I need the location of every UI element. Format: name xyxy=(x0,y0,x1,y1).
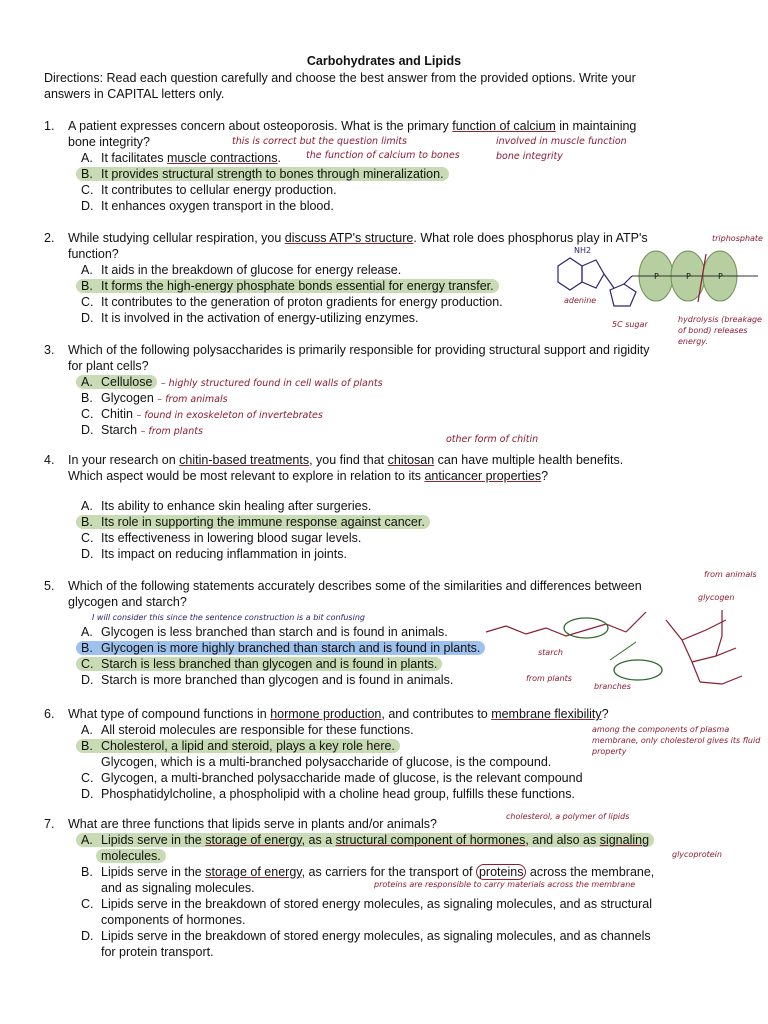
handwritten-note: from plants xyxy=(526,674,572,683)
handwritten-note: the function of calcium to bones xyxy=(306,150,460,161)
options-list xyxy=(81,374,724,438)
option-text: It is involved in the activation of energy-utilizing enzymes. xyxy=(101,311,419,325)
option-text: Chitin xyxy=(101,407,133,421)
handwritten-note: other form of chitin xyxy=(446,434,539,445)
text-span: Which aspect would be most relevant to explore in relation to its xyxy=(68,469,425,483)
text-span: , and contributes to xyxy=(381,707,492,721)
glycogen-chain xyxy=(666,620,700,682)
handwritten-note: – found in exoskeleton of invertebrates xyxy=(136,410,323,421)
option-text: , as a xyxy=(301,833,336,847)
option-letter: B. xyxy=(81,641,93,655)
handwritten-note: – from animals xyxy=(157,394,228,405)
atp-structure-drawing xyxy=(548,244,768,324)
underlined-phrase: function of calcium xyxy=(452,119,556,133)
question-number: 2. xyxy=(44,231,55,245)
glycogen-starch-drawing xyxy=(486,600,766,700)
option-text: Starch xyxy=(101,423,138,437)
handwritten-note: from animals xyxy=(704,570,757,579)
text-span: A patient expresses concern about osteoporosis. What is the primary xyxy=(68,119,453,133)
handwritten-note: proteins are responsible to carry materials across the membrane xyxy=(374,880,636,889)
handwritten-note: NH2 xyxy=(574,246,592,255)
option-d[interactable] xyxy=(81,422,724,438)
handwritten-note: – highly structured found in cell walls of plants xyxy=(160,378,383,389)
answer-highlight xyxy=(76,657,442,671)
directions xyxy=(44,70,734,102)
text-span: can have multiple health benefits. xyxy=(434,453,624,467)
option-letter: C. xyxy=(81,295,94,309)
option-text: Lipids serve in the xyxy=(101,833,206,847)
underlined-phrase: storage of energy xyxy=(205,865,302,879)
question-number: 4. xyxy=(44,453,55,467)
option-letter: B. xyxy=(81,167,93,181)
options-list xyxy=(81,498,724,562)
text-line: bone integrity? xyxy=(68,135,151,149)
handwritten-note: 5C sugar xyxy=(612,320,648,329)
option-letter: B. xyxy=(81,391,93,405)
handwritten-note: adenine xyxy=(564,296,597,305)
text-span: , you find that xyxy=(309,453,388,467)
starch-chain xyxy=(486,624,626,636)
option-text: It aids in the breakdown of glucose for energy release. xyxy=(101,263,402,277)
adenine-ring xyxy=(558,258,582,290)
text-line: Which of the following polysaccharides is primarily responsible for providing structural support and rigidity xyxy=(68,343,650,357)
text-line: What are three functions that lipids serve in plants and/or animals? xyxy=(68,817,437,831)
question-number: 6. xyxy=(44,707,55,721)
handwritten-note: I will consider this since the sentence construction is a bit confusing xyxy=(92,613,365,622)
option-letter: A. xyxy=(81,151,93,165)
glycogen-chain xyxy=(682,620,726,640)
annotation-line xyxy=(610,642,636,660)
option-letter: D. xyxy=(81,423,94,437)
option-a-continuation xyxy=(81,848,724,864)
option-text: Its impact on reducing inflammation in joints. xyxy=(101,547,347,561)
answer-highlight xyxy=(76,279,499,293)
option-text: components of hormones. xyxy=(101,913,246,927)
answer-highlight xyxy=(76,515,430,529)
underlined-phrase: chitosan xyxy=(387,453,435,467)
option-text: It forms the high-energy phosphate bonds essential for energy transfer. xyxy=(101,279,494,293)
text-span: While studying cellular respiration, you xyxy=(68,231,285,245)
option-text: It facilitates xyxy=(101,151,167,165)
option-b[interactable] xyxy=(81,514,724,530)
handwritten-note: hydrolysis (breakage of bond) releases energy. xyxy=(678,315,762,346)
option-letter: A. xyxy=(81,375,93,389)
underlined-phrase: structural component of hormones xyxy=(335,833,526,847)
question-number: 3. xyxy=(44,343,55,357)
option-text: across the membrane, xyxy=(526,865,655,879)
option-letter: A. xyxy=(81,263,93,277)
directions-line-2: answers in CAPITAL letters only. xyxy=(44,87,225,101)
handwritten-note: – from plants xyxy=(140,426,203,437)
option-text: Cellulose xyxy=(101,375,153,389)
text-line: for plant cells? xyxy=(68,359,149,373)
question-number: 1. xyxy=(44,119,55,133)
option-text: and as signaling molecules. xyxy=(101,881,255,895)
bond-line xyxy=(624,276,632,284)
option-b[interactable] xyxy=(81,864,724,880)
option-text: Lipids serve in the xyxy=(101,865,206,879)
glycogen-chain xyxy=(716,610,722,656)
question-1 xyxy=(44,118,724,214)
option-letter: C. xyxy=(81,531,94,545)
option-letter: D. xyxy=(81,787,94,801)
option-letter: B. xyxy=(81,279,93,293)
option-text: It provides structural strength to bones through mineralization. xyxy=(101,167,444,181)
text-line: glycogen and starch? xyxy=(68,595,187,609)
glycogen-chain xyxy=(700,676,742,684)
option-text: molecules. xyxy=(96,849,166,863)
question-text xyxy=(68,342,724,374)
option-text: Its effectiveness in lowering blood sugar levels. xyxy=(101,531,362,545)
glycogen-chain xyxy=(692,648,736,662)
options-list xyxy=(81,832,724,960)
option-letter: A. xyxy=(81,625,93,639)
option-text: All steroid molecules are responsible for these functions. xyxy=(101,723,414,737)
option-letter: B. xyxy=(81,739,93,753)
starch-chain xyxy=(626,612,646,632)
option-letter: C. xyxy=(81,771,94,785)
option-letter: C. xyxy=(81,407,94,421)
option-text: Glycogen is more highly branched than starch and is found in plants. xyxy=(101,641,481,655)
option-b[interactable] xyxy=(81,166,724,182)
option-d-continuation xyxy=(81,944,724,960)
answer-highlight xyxy=(76,375,157,389)
option-c[interactable] xyxy=(81,182,724,198)
option-letter: D. xyxy=(81,673,94,687)
option-letter: A. xyxy=(81,833,93,847)
answer-highlight xyxy=(76,833,654,847)
option-text: Starch is less branched than glycogen and is found in plants. xyxy=(101,657,438,671)
phosphorus-label: P xyxy=(654,272,659,281)
underlined-phrase: chitin-based treatments xyxy=(179,453,310,467)
option-text: Starch is more branched than glycogen and is found in animals. xyxy=(101,673,454,687)
option-text: It contributes to cellular energy production. xyxy=(101,183,337,197)
option-text: , and also as xyxy=(525,833,600,847)
option-c[interactable] xyxy=(81,530,724,546)
handwritten-note: among the components of plasma membrane, only cholesterol gives its fluid property xyxy=(592,725,761,756)
underlined-phrase: discuss ATP's structure xyxy=(284,231,414,245)
text-span: in maintaining xyxy=(555,119,637,133)
handwritten-note: cholesterol, a polymer of lipids xyxy=(506,812,630,821)
option-c[interactable] xyxy=(81,896,724,912)
question-3 xyxy=(44,342,724,438)
adenine-ring xyxy=(582,260,604,288)
phosphorus-label: P xyxy=(686,272,691,281)
option-c-continuation xyxy=(81,912,724,928)
option-a[interactable] xyxy=(81,374,724,390)
text-line: function? xyxy=(68,247,119,261)
option-b[interactable] xyxy=(81,390,724,406)
option-letter: B. xyxy=(81,865,93,879)
option-a[interactable] xyxy=(81,498,724,514)
underlined-phrase: hormone production xyxy=(270,707,382,721)
underlined-phrase: muscle contractions xyxy=(167,151,278,165)
text-span: What type of compound functions in xyxy=(68,707,271,721)
branch-circle xyxy=(564,618,608,638)
option-letter: B. xyxy=(81,515,93,529)
branch-circle xyxy=(614,660,662,680)
option-text: Lipids serve in the breakdown of stored energy molecules, as signaling molecules, and as structural xyxy=(101,897,652,911)
option-text: Its ability to enhance skin healing after surgeries. xyxy=(101,499,372,513)
option-c[interactable] xyxy=(81,770,724,786)
option-text: Glycogen, a multi-branched polysaccharide made of glucose, is the relevant compound xyxy=(101,771,583,785)
text-span: ? xyxy=(541,469,549,483)
option-text: Its role in supporting the immune response against cancer. xyxy=(101,515,425,529)
handwritten-note: bone integrity xyxy=(496,151,563,162)
option-text: Glycogen xyxy=(101,391,154,405)
question-4 xyxy=(44,452,724,562)
question-text xyxy=(68,452,724,484)
option-letter: C. xyxy=(81,183,94,197)
option-d[interactable] xyxy=(81,546,724,562)
option-letter: C. xyxy=(81,657,94,671)
option-text: , as carriers for the transport of xyxy=(301,865,476,879)
directions-line-1: Directions: Read each question carefully and choose the best answer from the provided options. Write your xyxy=(44,71,636,85)
handwritten-note: this is correct but the question limits xyxy=(232,136,407,147)
option-letter: C. xyxy=(81,897,94,911)
option-letter: D. xyxy=(81,199,94,213)
handwritten-note: glycogen xyxy=(698,593,735,602)
circled-word: proteins xyxy=(476,864,526,880)
option-d[interactable] xyxy=(81,928,724,944)
option-text: It enhances oxygen transport in the blood. xyxy=(101,199,334,213)
question-number: 5. xyxy=(44,579,55,593)
option-text: . xyxy=(277,151,281,165)
text-span: ? xyxy=(601,707,609,721)
option-text: Phosphatidylcholine, a phospholipid with a choline head group, fulfills these functions. xyxy=(101,787,575,801)
option-letter: A. xyxy=(81,723,93,737)
handwritten-note: glycoprotein xyxy=(672,850,722,859)
question-number: 7. xyxy=(44,817,55,831)
underlined-phrase: storage of energy xyxy=(205,833,302,847)
text-span: . What role does phosphorus play in ATP's xyxy=(413,231,648,245)
text-span: In your research on xyxy=(68,453,180,467)
option-letter: D. xyxy=(81,311,94,325)
handwritten-note: involved in muscle function xyxy=(496,136,627,147)
option-text: Glycogen, which is a multi-branched polysaccharide of glucose, is the compound. xyxy=(101,755,552,769)
option-text: Glycogen is less branched than starch and is found in animals. xyxy=(101,625,448,639)
answer-highlight xyxy=(76,739,400,753)
option-letter: D. xyxy=(81,547,94,561)
option-text: Cholesterol, a lipid and steroid, plays a key role here. xyxy=(101,739,395,753)
option-d[interactable] xyxy=(81,198,724,214)
option-text: Lipids serve in the breakdown of stored energy molecules, as signaling molecules, and as channels xyxy=(101,929,651,943)
answer-highlight xyxy=(76,167,449,181)
underlined-phrase: anticancer properties xyxy=(424,469,542,483)
question-text xyxy=(68,706,724,722)
option-text: for protein transport. xyxy=(101,945,214,959)
bond-line xyxy=(604,274,614,288)
handwritten-note: triphosphate xyxy=(712,234,763,243)
underlined-phrase: signaling xyxy=(599,833,650,847)
option-text: It contributes to the generation of proton gradients for energy production. xyxy=(101,295,503,309)
handwritten-note: starch xyxy=(538,648,563,657)
option-letter: D. xyxy=(81,929,94,943)
document-title: Carbohydrates and Lipids xyxy=(306,54,462,68)
phosphorus-label: P xyxy=(718,272,723,281)
option-a[interactable] xyxy=(81,832,724,848)
handwritten-note: branches xyxy=(594,682,631,691)
option-letter: A. xyxy=(81,499,93,513)
option-c[interactable] xyxy=(81,406,724,422)
option-d[interactable] xyxy=(81,786,724,802)
answer-highlight-blue xyxy=(76,641,485,655)
text-line: Which of the following statements accurately describes some of the similarities and differences between xyxy=(68,579,642,593)
underlined-phrase: membrane flexibility xyxy=(491,707,602,721)
